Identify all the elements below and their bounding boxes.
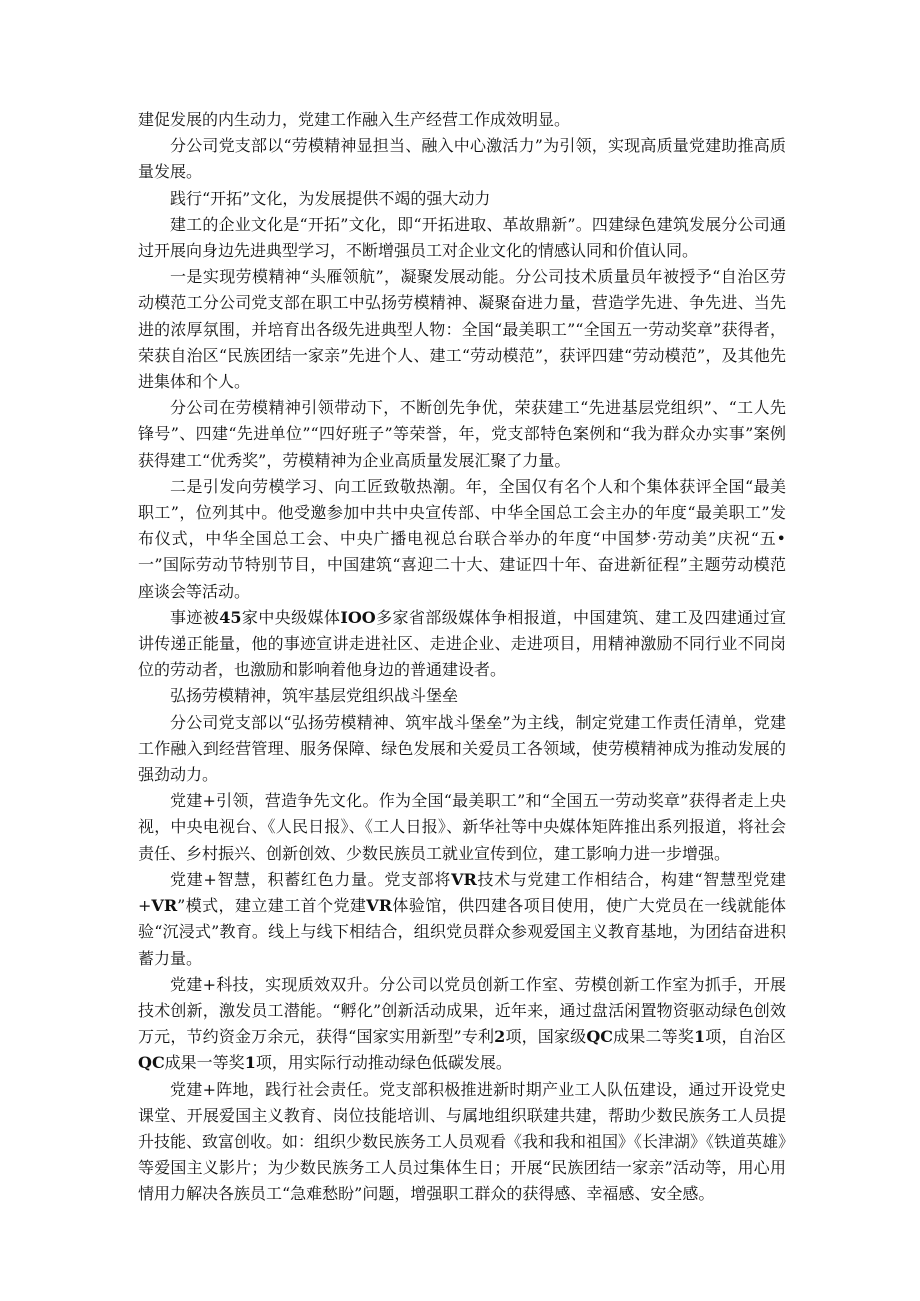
paragraph: 一是实现劳模精神“头雁领航”，凝聚发展动能。分公司技术质量员年被授予“自治区劳动模范工分公司党支部在职工中弘扬劳模精神、凝聚奋进力量，营造学先进、争先进、当先进的浓厚氛围，并培育出各级先进典型人物：全国“最美职工”“全国五一劳动奖章”获得者，荣获自治区“民族团结一家亲”先进个人、建工“劳动模范”，获评四建“劳动模范”，及其他先进集体和个人。 [138,267,786,392]
section-heading: 弘扬劳模精神，筑牢基层党组织战斗堡垒 [170,686,459,706]
paragraph: 党建+智慧，积蓄红色力量。党支部将VR技术与党建工作相结合，构建“智慧型党建+VR”模式，建立建工首个党建VR体验馆，供四建各项目使用，使广大党员在一线就能体验“沉浸式”教育。线上与线下相结合，组织党员群众参观爱国主义教育基地，为团结奋进积蓄力量。 [138,869,786,968]
paragraph: 建工的企业文化是“开拓”文化，即“开拓进取、革故鼎新”。四建绿色建筑发展分公司通过开展向身边先进典型学习，不断增强员工对企业文化的情感认同和价值认同。 [138,214,786,261]
paragraph: 建促发展的内生动力，党建工作融入生产经营工作成效明显。 [138,110,571,129]
paragraph: 分公司在劳模精神引领带动下，不断创先争优，荣获建工“先进基层党组织”、“工人先锋号”、四建“先进单位”“四好班子”等荣誉，年，党支部特色案例和“我为群众办实事”案例获得建工“优秀奖”，劳模精神为企业高质量发展汇聚了力量。 [138,398,786,470]
paragraph: 二是引发向劳模学习、向工匠致敬热潮。年，全国仅有名个人和个集体获评全国“最美职工”，位列其中。他受邀参加中共中央宣传部、中华全国总工会主办的年度“最美职工”发布仪式，中华全国总工会、中央广播电视总台联合举办的年度“中国梦·劳动美”庆祝“五•一”国际劳动节特别节目，中国建筑“喜迎二十大、建证四十年、奋进新征程”主题劳动模范座谈会等活动。 [138,476,786,601]
section-heading: 践行“开拓”文化，为发展提供不竭的强大动力 [170,188,491,208]
paragraph: 事迹被45家中央级媒体IOO多家省部级媒体争相报道，中国建筑、建工及四建通过宣讲传递正能量，他的事迹宣讲走进社区、走进企业、走进项目，用精神激励不同行业不同岗位的劳动者，也激励和影响着他身边的普通建设者。 [138,607,786,680]
paragraph: 党建+科技，实现质效双升。分公司以党员创新工作室、劳模创新工作室为抓手，开展技术创新，激发员工潜能。“孵化”创新活动成果，近年来，通过盘活闲置物资驱动绿色创效万元，节约资金万余元，获得“国家实用新型”专利2项，国家级QC成果二等奖1项，自治区QC成果一等奖1项，用实际行动推动绿色低碳发展。 [138,974,786,1073]
paragraph: 分公司党支部以“弘扬劳模精神、筑牢战斗堡垒”为主线，制定党建工作责任清单，党建工作融入到经营管理、服务保障、绿色发展和关爱员工各领域，使劳模精神成为推动发展的强劲动力。 [138,712,786,785]
paragraph: 党建+引领，营造争先文化。作为全国“最美职工”和“全国五一劳动奖章”获得者走上央视，中央电视台、《人民日报》、《工人日报》、新华社等中央媒体矩阵推出系列报道，将社会责任、乡村振兴、创新创效、少数民族员工就业宣传到位，建工影响力进一步增强。 [138,791,786,863]
paragraph: 党建+阵地，践行社会责任。党支部积极推进新时期产业工人队伍建设，通过开设党史课堂、开展爱国主义教育、岗位技能培训、与属地组织联建共建，帮助少数民族务工人员提升技能、致富创收。如：组织少数民族务工人员观看《我和我和祖国》《长津湖》《铁道英雄》等爱国主义影片；为少数民族务工人员过集体生日；开展“民族团结一家亲”活动等，用心用情用力解决各族员工“急难愁盼”问题，增强职工群众的获得感、幸福感、安全感。 [138,1079,787,1204]
document-body [138,107,786,1208]
paragraph: 分公司党支部以“劳模精神显担当、融入中心激活力”为引领，实现高质量党建助推高质量发展。 [138,136,786,182]
